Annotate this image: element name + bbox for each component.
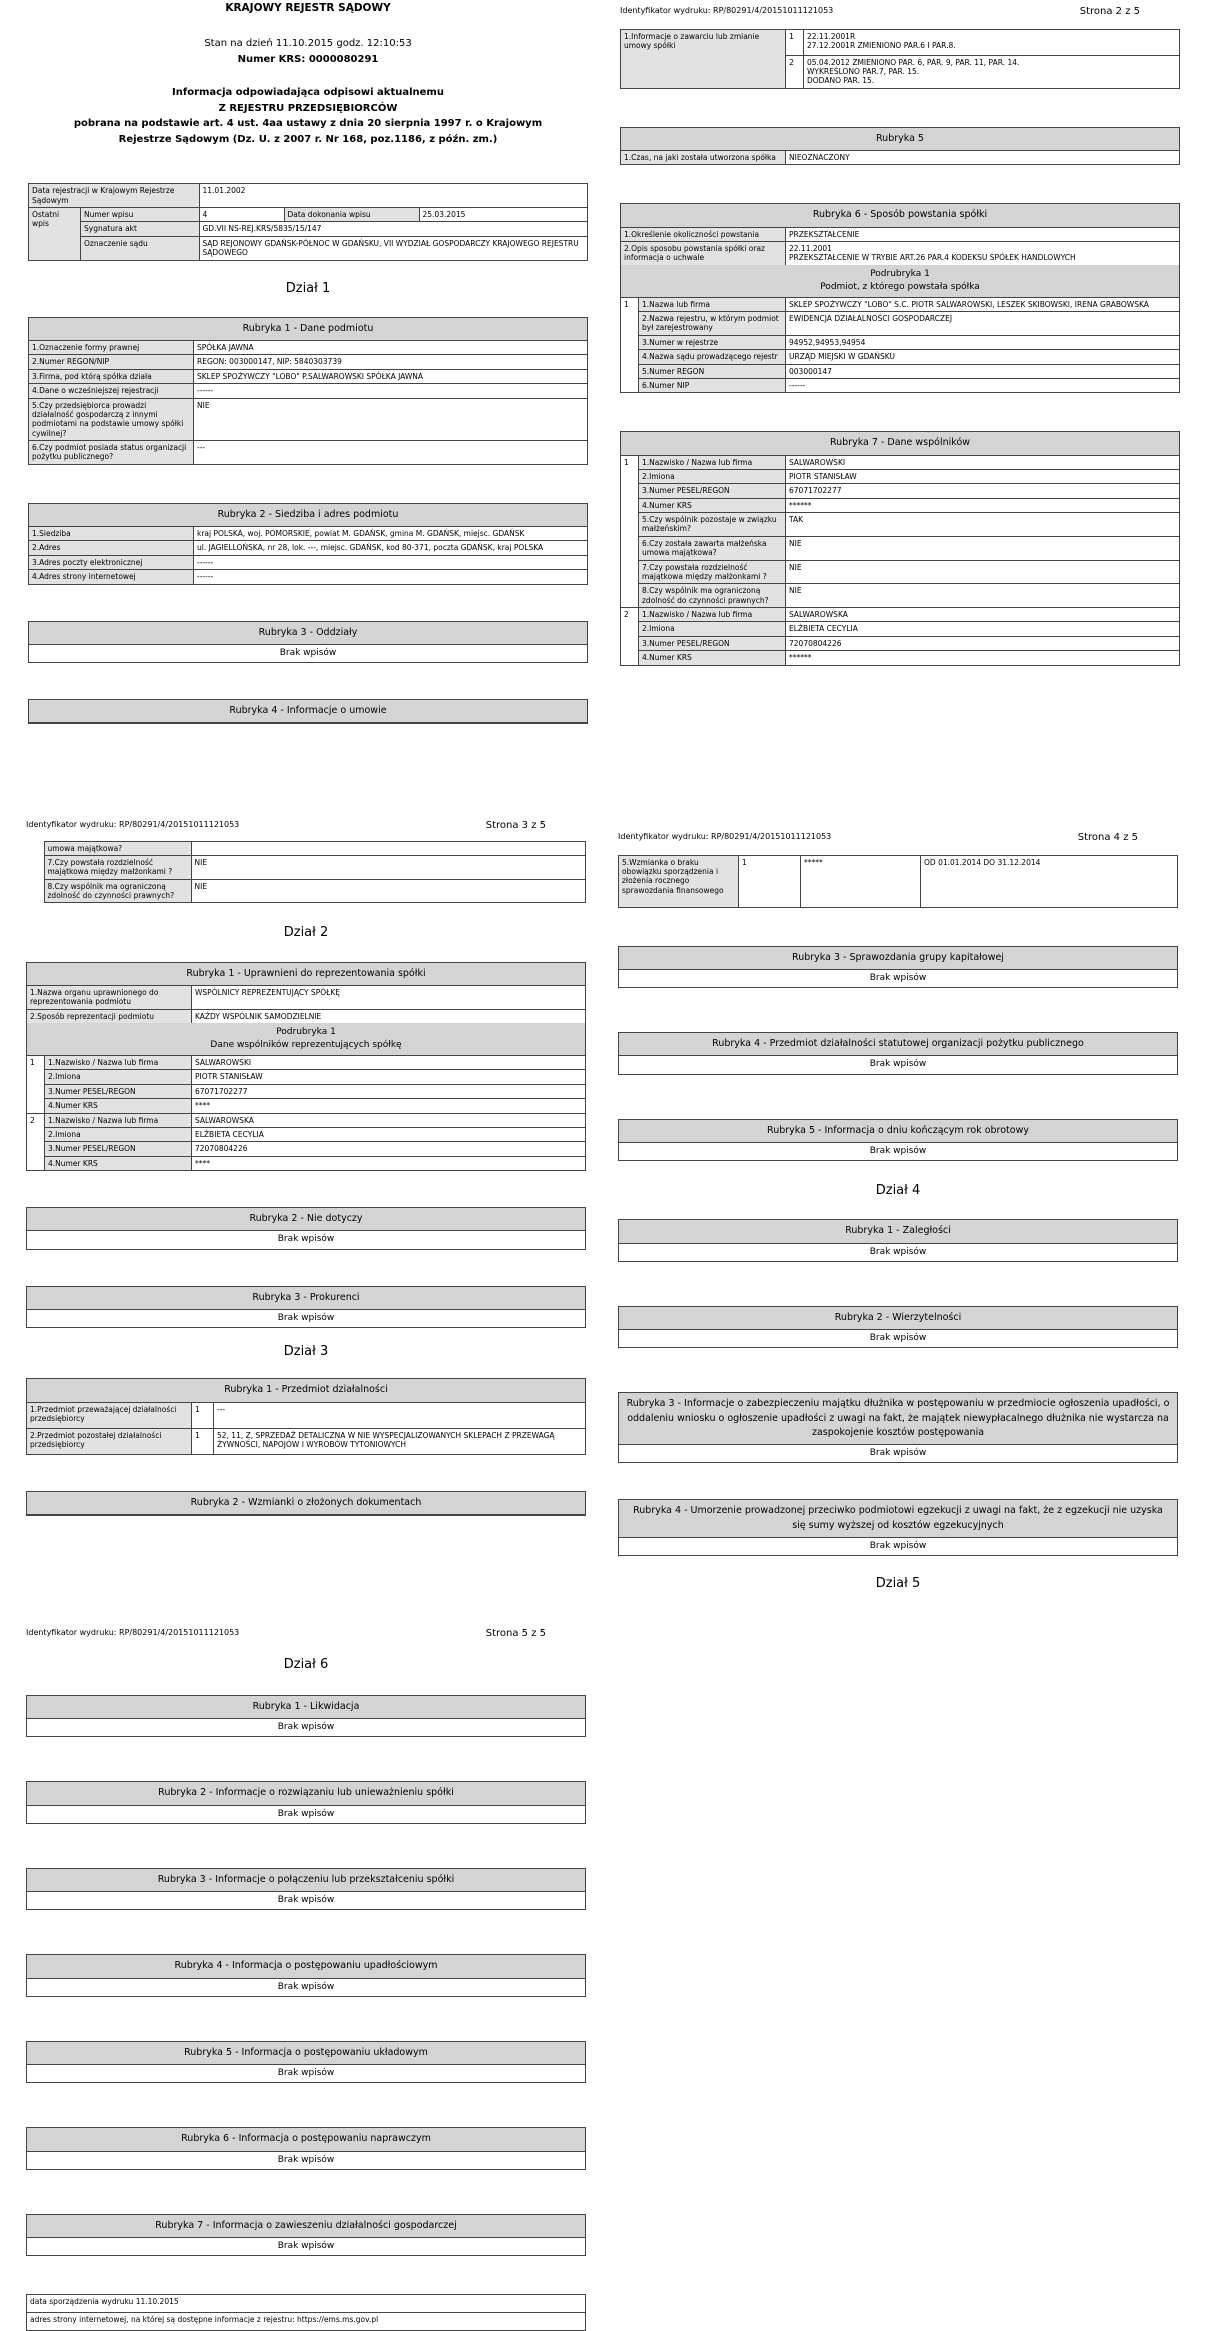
table-row xyxy=(27,985,586,1009)
table-row xyxy=(621,536,1180,560)
rubryka-title: Rubryka 1 - Dane podmiotu xyxy=(29,318,587,341)
no-entries: Brak wpisów xyxy=(277,2154,335,2165)
rubryka-title: Rubryka 2 - Wierzytelności xyxy=(619,1307,1177,1330)
p4-d4-rubryka-3 xyxy=(618,1392,1178,1463)
p1-rubryka-1 xyxy=(28,317,588,465)
field-label: 4.Adres strony internetowej xyxy=(29,570,194,584)
field-value: **** xyxy=(192,1099,586,1113)
table-row xyxy=(29,570,588,584)
page-number: Strona 4 z 5 xyxy=(1077,832,1138,843)
field-label: 3.Firma, pod którą spółka działa xyxy=(29,369,194,383)
field-label: 1.Nazwisko / Nazwa lub firma xyxy=(45,1056,192,1070)
table-row xyxy=(27,1056,586,1070)
field-label: 6.Czy podmiot posiada status organizacji pożytku publicznego? xyxy=(29,441,194,465)
field-value: --- xyxy=(214,1402,586,1428)
no-entries: Brak wpisów xyxy=(277,1234,335,1245)
table-row xyxy=(621,364,1180,378)
group-number xyxy=(26,841,44,903)
field-value: PIOTR STANISŁAW xyxy=(786,469,1180,483)
field-label: 2.Imiona xyxy=(639,622,786,636)
group-number: 2 xyxy=(621,608,639,666)
info-line-2: Z REJESTRU PRZEDSIĘBIORCÓW xyxy=(218,102,398,114)
p4-rubryka-5 xyxy=(618,1119,1178,1162)
p4-rubryka-4 xyxy=(618,1032,1178,1075)
rubryka-title: Rubryka 4 - Informacje o umowie xyxy=(29,700,587,723)
table-row xyxy=(29,441,588,465)
field-label: 7.Czy powstała rozdzielność majątkowa między małżonkami ? xyxy=(639,560,786,584)
table-row xyxy=(26,879,586,903)
field-value: 52, 11, Z, SPRZEDAŻ DETALICZNA W NIE WYSPECJALIZOWANYCH SKLEPACH Z PRZEWAGĄ ŻYWNOŚCI, NAPOJÓW I WYROBÓW TYTONIOWYCH xyxy=(214,1428,586,1454)
p5-rubryka-2 xyxy=(26,1781,586,1824)
table-row xyxy=(27,1142,586,1156)
field-label: 2.Przedmiot pozostałej działalności przedsiębiorcy xyxy=(27,1428,192,1454)
dzial-6-sections xyxy=(26,1695,586,2257)
field-label: 1.Nazwisko / Nazwa lub firma xyxy=(45,1113,192,1127)
table-row xyxy=(27,1009,586,1023)
p5-rubryka-7 xyxy=(26,2214,586,2257)
field-label: 2.Numer REGON/NIP xyxy=(29,355,194,369)
field-label: 3.Adres poczty elektronicznej xyxy=(29,555,194,569)
last-entry-label: Ostatni wpis xyxy=(29,208,81,261)
financial-note-table xyxy=(618,855,1178,908)
rubryka-title: Rubryka 7 - Informacja o zawieszeniu działalności gospodarczej xyxy=(27,2215,585,2238)
field-value: ELŻBIETA CECYLIA xyxy=(786,622,1180,636)
field-label: 5.Czy wspólnik pozostaje w związku małżeńskim? xyxy=(639,513,786,537)
field-value: ------ xyxy=(194,570,588,584)
status-date: Stan na dzień 11.10.2015 godz. 12:10:53 xyxy=(204,38,412,50)
p4-rubryka-3 xyxy=(618,946,1178,989)
court-label: Oznaczenie sądu xyxy=(81,236,200,260)
field-label: 2.Opis sposobu powstania spółki oraz informacja o uchwale xyxy=(621,241,786,265)
no-entries: Brak wpisów xyxy=(277,1808,335,1819)
contract-changes-table xyxy=(620,29,1180,89)
p3-rubryka-2 xyxy=(26,1207,586,1250)
field-label: 1.Czas, na jaki została utworzona spółka xyxy=(621,150,786,164)
p5-rubryka-5 xyxy=(26,2041,586,2084)
reg-date-label: Data rejestracji w Krajowym Rejestrze Sądowym xyxy=(29,184,200,208)
print-id-line xyxy=(618,832,1178,845)
p4-d4-rubryka-2 xyxy=(618,1306,1178,1349)
group-number: 1 xyxy=(621,455,639,608)
field-value: NIE xyxy=(786,536,1180,560)
table-row xyxy=(27,1428,586,1454)
field-label: 3.Numer PESEL/REGON xyxy=(45,1084,192,1098)
field-label: 1.Nazwisko / Nazwa lub firma xyxy=(639,455,786,469)
p5-rubryka-3 xyxy=(26,1868,586,1911)
dzial-1-heading: Dział 1 xyxy=(285,280,331,296)
change-text: 05.04.2012 ZMIENIONO PAR. 6, PAR. 9, PAR. 11, PAR. 14. WYKREŚLONO PAR.7, PAR. 15. DODANO PAR. 15. xyxy=(804,55,1180,88)
rubryka-title: Rubryka 4 - Umorzenie prowadzonej przeciwko podmiotowi egzekucji z uwagi na fakt, że z egzekucji nie uzyska się sumy wyższej od kosztów egzekucyjnych xyxy=(619,1500,1177,1538)
field-value: ELŻBIETA CECYLIA xyxy=(192,1127,586,1141)
table-row xyxy=(621,513,1180,537)
field-number: 1 xyxy=(192,1428,214,1454)
p3-rubryka-1 xyxy=(26,962,586,1171)
document-title: KRAJOWY REJESTR SĄDOWY xyxy=(225,2,391,14)
table-row xyxy=(621,608,1180,622)
p4-d4-rubryka-4 xyxy=(618,1499,1178,1556)
krs-number: Numer KRS: 0000080291 xyxy=(237,53,379,65)
entry-date-value: 25.03.2015 xyxy=(419,208,588,222)
no-entries: Brak wpisów xyxy=(277,1895,335,1905)
change-text: 22.11.2001R 27.12.2001R ZMIENIONO PAR.6 I PAR.8. xyxy=(804,29,1180,55)
dzial-6-heading: Dział 6 xyxy=(283,1656,329,1672)
field-value: kraj POLSKA, woj. POMORSKIE, powiat M. GDAŃSK, gmina M. GDAŃSK, miejsc. GDAŃSK xyxy=(194,527,588,541)
field-label: 1.Nazwa lub firma xyxy=(639,297,786,311)
entry-date-label: Data dokonania wpisu xyxy=(284,208,419,222)
field-value: ------ xyxy=(194,384,588,398)
field-period: OD 01.01.2014 DO 31.12.2014 xyxy=(921,855,1178,907)
field-value: SKLEP SPOŻYWCZY "LOBO" S.C. PIOTR SALWAROWSKI, LESZEK SKIBOWSKI, IRENA GRABOWSKA xyxy=(786,297,1180,311)
field-value: REGON: 003000147, NIP: 5840303739 xyxy=(194,355,588,369)
table-row xyxy=(621,227,1180,241)
table-row xyxy=(27,1084,586,1098)
case-number-label: Sygnatura akt xyxy=(81,222,200,236)
no-entries: Brak wpisów xyxy=(869,1448,927,1458)
field-value: NIE xyxy=(191,879,586,903)
page-2 xyxy=(620,6,1180,776)
rubryka-title: Rubryka 5 - Informacja o dniu kończącym rok obrotowy xyxy=(619,1120,1177,1143)
rubryka-title: Rubryka 2 - Informacje o rozwiązaniu lub unieważnieniu spółki xyxy=(27,1782,585,1805)
field-value: 72070804226 xyxy=(192,1142,586,1156)
field-value: NIE xyxy=(786,560,1180,584)
field-value: **** xyxy=(192,1156,586,1170)
field-label: 5.Numer REGON xyxy=(639,364,786,378)
table-row xyxy=(621,651,1180,665)
rubryka-title: Rubryka 1 - Likwidacja xyxy=(27,1696,585,1719)
case-number-value: GD.VII NS-REJ.KRS/5835/15/147 xyxy=(199,222,588,236)
footer-table xyxy=(26,2294,586,2331)
table-row xyxy=(29,384,588,398)
field-label: 2.Imiona xyxy=(639,469,786,483)
field-value: ****** xyxy=(786,651,1180,665)
rubryka-title: Rubryka 3 - Oddziały xyxy=(29,622,587,645)
table-row xyxy=(621,241,1180,265)
info-line-3: pobrana na podstawie art. 4 ust. 4aa ustawy z dnia 20 sierpnia 1997 r. o Krajowym Rejestrze Sądowym (Dz. U. z 2007 r. Nr 168, poz.1186, z późn. zm.) xyxy=(73,118,543,145)
field-value: ****** xyxy=(786,498,1180,512)
field-label: 6.Czy została zawarta małżeńska umowa majątkowa? xyxy=(639,536,786,560)
field-label: umowa majątkowa? xyxy=(44,841,191,855)
rubryka-title: Rubryka 4 - Informacja o postępowaniu upadłościowym xyxy=(27,1955,585,1978)
info-line-1: Informacja odpowiadająca odpisowi aktualnemu xyxy=(172,87,444,99)
field-label: 3.Numer PESEL/REGON xyxy=(639,484,786,498)
field-value: SALWAROWSKA xyxy=(786,608,1180,622)
field-value: 003000147 xyxy=(786,364,1180,378)
dzial-5-heading: Dział 5 xyxy=(875,1576,921,1591)
field-label: 1.Nazwisko / Nazwa lub firma xyxy=(639,608,786,622)
field-label: 3.Numer PESEL/REGON xyxy=(45,1142,192,1156)
field-value: ***** xyxy=(801,855,921,907)
rubryka-title: Rubryka 3 - Informacje o zabezpieczeniu majątku dłużnika w postępowaniu w przedmiocie ogłoszenia upadłości, o oddaleniu wniosku o ogłoszenie upadłości z uwagi na fakt, że majątek niewypłacalnego dłużnika nie wystarcza na zaspokojenie kosztów postępowania xyxy=(619,1393,1177,1445)
continuation-table xyxy=(26,841,586,904)
table-row xyxy=(27,1127,586,1141)
subsection-title: Podrubryka 1 Dane wspólników reprezentujących spółkę xyxy=(27,1023,585,1056)
p3-r1-sub-table xyxy=(26,1055,586,1171)
rubryka-title: Rubryka 1 - Przedmiot działalności xyxy=(27,1379,585,1402)
p5-rubryka-1 xyxy=(26,1695,586,1738)
field-number: 1 xyxy=(739,855,801,907)
rubryka-title: Rubryka 2 - Nie dotyczy xyxy=(27,1208,585,1231)
print-id-line xyxy=(620,6,1180,19)
field-label: 3.Numer PESEL/REGON xyxy=(639,636,786,650)
table-row xyxy=(621,498,1180,512)
field-label: 4.Dane o wcześniejszej rejestracji xyxy=(29,384,194,398)
field-value: SALWAROWSKA xyxy=(192,1113,586,1127)
field-label: 2.Imiona xyxy=(45,1127,192,1141)
p3-d3-rubryka-2 xyxy=(26,1491,586,1516)
field-value: ul. JAGIELLOŃSKA, nr 28, lok. ---, miejsc. GDAŃSK, kod 80-371, poczta GDAŃSK, kraj POLSKA xyxy=(194,541,588,555)
field-label: 5.Wzmianka o braku obowiązku sporządzenia i złożenia rocznego sprawozdania finansowego xyxy=(619,855,739,907)
rubryka-title: Rubryka 4 - Przedmiot działalności statutowej organizacji pożytku publicznego xyxy=(619,1033,1177,1056)
p1-r1-table xyxy=(28,340,588,465)
p1-rubryka-4 xyxy=(28,699,588,724)
p2-rubryka-5 xyxy=(620,127,1180,166)
p3-r1-table xyxy=(26,985,586,1024)
table-row xyxy=(29,398,588,441)
table-row xyxy=(27,1070,586,1084)
field-label: 2.Imiona xyxy=(45,1070,192,1084)
table-row xyxy=(621,484,1180,498)
table-row xyxy=(29,369,588,383)
table-row xyxy=(621,584,1180,608)
field-label: 5.Czy przedsiębiorca prowadzi działalność gospodarczą z innymi podmiotami na podstawie umowy spółki cywilnej? xyxy=(29,398,194,441)
page-number: Strona 5 z 5 xyxy=(485,1628,546,1639)
rubryka-title: Rubryka 5 - Informacja o postępowaniu układowym xyxy=(27,2042,585,2065)
field-value: EWIDENCJA DZIAŁALNOŚCI GOSPODARCZEJ xyxy=(786,312,1180,336)
p1-r2-table xyxy=(28,526,588,585)
rubryka-title: Rubryka 3 - Informacje o połączeniu lub przekształceniu spółki xyxy=(27,1869,585,1892)
table-row xyxy=(621,560,1180,584)
print-id: Identyfikator wydruku: RP/80291/4/20151011121053 xyxy=(618,832,832,841)
contract-changes-label: 1.Informacje o zawarciu lub zmianie umowy spółki xyxy=(621,29,786,88)
field-value: PRZEKSZTAŁCENIE xyxy=(786,227,1180,241)
dzial-3-heading: Dział 3 xyxy=(283,1344,329,1360)
p5-rubryka-4 xyxy=(26,1954,586,1997)
field-label: 4.Numer KRS xyxy=(639,651,786,665)
group-number: 1 xyxy=(27,1056,45,1114)
field-label: 4.Nazwa sądu prowadzącego rejestr xyxy=(639,350,786,364)
p3-d3r1-table xyxy=(26,1402,586,1455)
field-label: 7.Czy powstała rozdzielność majątkowa między małżonkami ? xyxy=(44,855,191,879)
field-value: 72070804226 xyxy=(786,636,1180,650)
dzial-2-heading: Dział 2 xyxy=(283,925,329,941)
table-row xyxy=(27,1099,586,1113)
table-row xyxy=(621,469,1180,483)
field-label: 3.Numer w rejestrze xyxy=(639,335,786,349)
p4-d4-rubryka-1 xyxy=(618,1219,1178,1262)
field-value: ------ xyxy=(194,555,588,569)
table-row xyxy=(27,1156,586,1170)
table-row xyxy=(621,297,1180,311)
rubryka-title: Rubryka 6 - Sposób powstania spółki xyxy=(621,204,1179,227)
no-entries: Brak wpisów xyxy=(277,1981,335,1992)
no-entries: Brak wpisów xyxy=(869,1246,927,1257)
no-entries: Brak wpisów xyxy=(277,2068,335,2078)
registration-table xyxy=(28,183,588,260)
field-label: 8.Czy wspólnik ma ograniczoną zdolność do czynności prawnych? xyxy=(44,879,191,903)
rubryka-title: Rubryka 2 - Wzmianki o złożonych dokumentach xyxy=(27,1492,585,1515)
table-row xyxy=(621,335,1180,349)
print-id-line xyxy=(26,820,586,833)
court-value: SĄD REJONOWY GDAŃSK-PÓŁNOC W GDAŃSKU, VII WYDZIAŁ GOSPODARCZY KRAJOWEGO REJESTRU SĄDOWEGO xyxy=(199,236,588,260)
table-row xyxy=(27,1113,586,1127)
page-number: Strona 3 z 5 xyxy=(485,820,546,831)
field-value: 67071702277 xyxy=(192,1084,586,1098)
table-row xyxy=(621,455,1180,469)
field-label: 8.Czy wspólnik ma ograniczoną zdolność do czynności prawnych? xyxy=(639,584,786,608)
field-value: NIEOZNACZONY xyxy=(786,150,1180,164)
p2-rubryka-6 xyxy=(620,203,1180,393)
print-date: data sporządzenia wydruku 11.10.2015 xyxy=(27,2295,586,2313)
p3-rubryka-3 xyxy=(26,1286,586,1329)
print-id-line xyxy=(26,1628,586,1641)
field-value: SKLEP SPOŻYWCZY "LOBO" P.SALWAROWSKI SPÓŁKA JAWNA xyxy=(194,369,588,383)
rubryka-title: Rubryka 1 - Uprawnieni do reprezentowania spółki xyxy=(27,963,585,986)
subsection-title: Podrubryka 1 Podmiot, z którego powstała spółka xyxy=(621,265,1179,298)
page-3 xyxy=(26,820,586,1580)
field-value xyxy=(191,841,586,855)
p2-r6-sub-table xyxy=(620,297,1180,394)
entry-number-value: 4 xyxy=(199,208,284,222)
rubryka-title: Rubryka 2 - Siedziba i adres podmiotu xyxy=(29,504,587,527)
field-value: 22.11.2001 PRZEKSZTAŁCENIE W TRYBIE ART.26 PAR.4 KODEKSU SPÓŁEK HANDLOWYCH xyxy=(786,241,1180,265)
field-label: 6.Numer NIP xyxy=(639,378,786,392)
p2-r7-table xyxy=(620,455,1180,666)
field-label: 1.Oznaczenie formy prawnej xyxy=(29,341,194,355)
rubryka-title: Rubryka 3 - Sprawozdania grupy kapitałowej xyxy=(619,947,1177,970)
rubryka-title: Rubryka 1 - Zaległości xyxy=(619,1220,1177,1243)
field-value: --- xyxy=(194,441,588,465)
field-value: URZĄD MIEJSKI W GDAŃSKU xyxy=(786,350,1180,364)
page-5 xyxy=(26,1628,586,2325)
field-value: SALWAROWSKI xyxy=(192,1056,586,1070)
field-value: SALWAROWSKI xyxy=(786,455,1180,469)
field-value: TAK xyxy=(786,513,1180,537)
register-website: adres strony internetowej, na której są dostępne informacje z rejestru: https://ems.ms.gov.pl xyxy=(27,2313,586,2331)
print-id: Identyfikator wydruku: RP/80291/4/20151011121053 xyxy=(620,6,834,15)
table-row xyxy=(27,1402,586,1428)
table-row xyxy=(621,312,1180,336)
rubryka-title: Rubryka 5 xyxy=(621,128,1179,151)
table-row xyxy=(621,350,1180,364)
no-entries: Brak wpisów xyxy=(277,1312,335,1323)
field-value: WSPÓLNICY REPREZENTUJĄCY SPÓŁKĘ xyxy=(192,985,586,1009)
page-1 xyxy=(28,0,588,760)
no-entries: Brak wpisów xyxy=(869,1540,927,1551)
table-row xyxy=(29,555,588,569)
field-label: 1.Przedmiot przeważającej działalności przedsiębiorcy xyxy=(27,1402,192,1428)
no-entries: Brak wpisów xyxy=(869,1333,927,1343)
p1-rubryka-2 xyxy=(28,503,588,585)
change-number: 1 xyxy=(786,29,804,55)
reg-date-value: 11.01.2002 xyxy=(199,184,588,208)
p2-r5-table xyxy=(620,150,1180,165)
field-label: 1.Nazwa organu uprawnionego do reprezentowania podmiotu xyxy=(27,985,192,1009)
table-row xyxy=(29,527,588,541)
no-entries: Brak wpisów xyxy=(869,972,927,983)
field-label: 1.Siedziba xyxy=(29,527,194,541)
p3-d3-rubryka-1 xyxy=(26,1378,586,1454)
print-id: Identyfikator wydruku: RP/80291/4/20151011121053 xyxy=(26,820,240,829)
p1-rubryka-3 xyxy=(28,621,588,664)
field-label: 2.Nazwa rejestru, w którym podmiot był zarejestrowany xyxy=(639,312,786,336)
field-label: 4.Numer KRS xyxy=(45,1156,192,1170)
no-entries: Brak wpisów xyxy=(277,1722,335,1732)
field-value: 94952,94953,94954 xyxy=(786,335,1180,349)
print-id: Identyfikator wydruku: RP/80291/4/20151011121053 xyxy=(26,1628,240,1637)
change-number: 2 xyxy=(786,55,804,88)
group-number: 2 xyxy=(27,1113,45,1171)
no-entries: Brak wpisów xyxy=(869,1059,927,1070)
table-row xyxy=(29,341,588,355)
p5-rubryka-6 xyxy=(26,2127,586,2170)
table-row xyxy=(621,378,1180,392)
table-row xyxy=(26,841,586,855)
page-number: Strona 2 z 5 xyxy=(1079,6,1140,17)
rubryka-title: Rubryka 6 - Informacja o postępowaniu naprawczym xyxy=(27,2128,585,2151)
field-value: KAŻDY WSPÓLNIK SAMODZIELNIE xyxy=(192,1009,586,1023)
dzial-4-heading: Dział 4 xyxy=(875,1183,921,1198)
table-row xyxy=(621,622,1180,636)
field-number: 1 xyxy=(192,1402,214,1428)
group-number: 1 xyxy=(621,297,639,393)
field-value: PIOTR STANISŁAW xyxy=(192,1070,586,1084)
entry-number-label: Numer wpisu xyxy=(81,208,200,222)
field-value: NIE xyxy=(194,398,588,441)
no-entries: Brak wpisów xyxy=(277,2241,335,2251)
field-value: 67071702277 xyxy=(786,484,1180,498)
p2-rubryka-7 xyxy=(620,431,1180,665)
rubryka-title: Rubryka 7 - Dane wspólników xyxy=(621,432,1179,455)
no-entries: Brak wpisów xyxy=(869,1145,927,1156)
table-row xyxy=(621,636,1180,650)
field-label: 4.Numer KRS xyxy=(639,498,786,512)
field-label: 2.Sposób reprezentacji podmiotu xyxy=(27,1009,192,1023)
field-value: SPÓŁKA JAWNA xyxy=(194,341,588,355)
field-value: NIE xyxy=(191,855,586,879)
field-value: ------ xyxy=(786,378,1180,392)
document-header xyxy=(28,0,588,147)
table-row xyxy=(26,855,586,879)
field-label: 1.Określenie okoliczności powstania xyxy=(621,227,786,241)
no-entries: Brak wpisów xyxy=(279,647,337,658)
field-label: 4.Numer KRS xyxy=(45,1099,192,1113)
page-4 xyxy=(618,832,1178,1592)
rubryka-title: Rubryka 3 - Prokurenci xyxy=(27,1287,585,1310)
field-label: 2.Adres xyxy=(29,541,194,555)
field-value: NIE xyxy=(786,584,1180,608)
p2-r6-table xyxy=(620,227,1180,266)
table-row xyxy=(29,355,588,369)
table-row xyxy=(29,541,588,555)
